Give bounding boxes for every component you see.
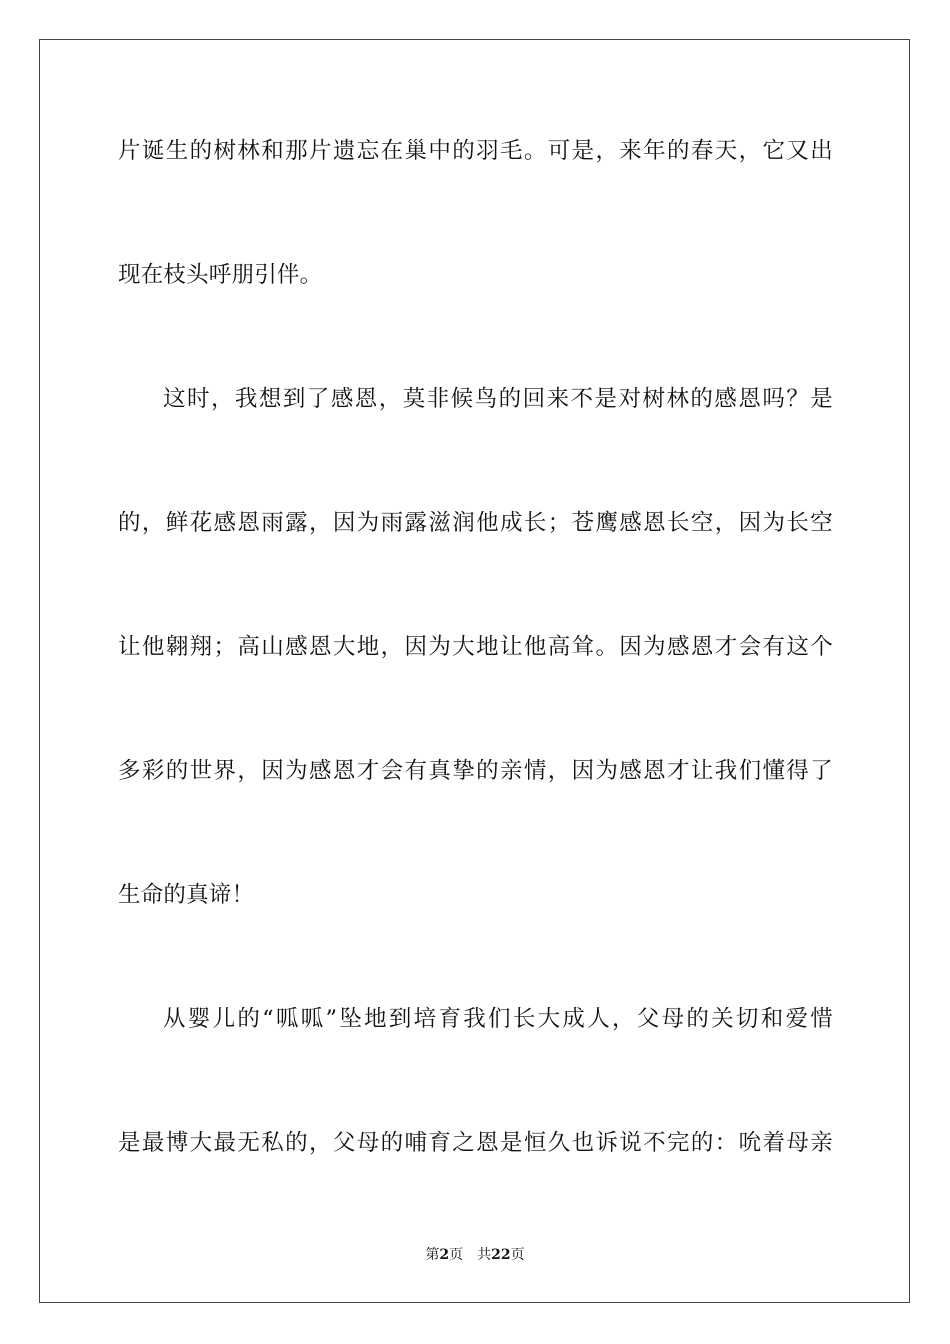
text-line: 生命的真谛！ [118,882,255,908]
total-pages: 22 [491,1247,511,1263]
total-suffix: 页 [510,1247,525,1263]
page-prefix: 第 [425,1247,440,1263]
text-line: 让他翱翔；高山感恩大地，因为大地让他高耸。因为感恩才会有这个 [118,634,833,660]
page-frame [39,39,910,1303]
text-line: 是最博大最无私的，父母的哺育之恩是恒久也诉说不完的：吮着母亲 [118,1130,833,1156]
page-suffix: 页 [449,1247,464,1263]
page-footer [0,1246,950,1264]
total-prefix: 共 [477,1247,492,1263]
paragraph-start-line: 这时，我想到了感恩，莫非候鸟的回来不是对树林的感恩吗？是 [163,386,833,412]
paragraph-start-line: 从婴儿的“呱呱”坠地到培育我们长大成人，父母的关切和爱惜 [163,1006,833,1032]
text-line: 片诞生的树林和那片遗忘在巢中的羽毛。可是，来年的春天，它又出 [118,138,833,164]
text-line: 现在枝头呼朋引伴。 [118,262,323,288]
page-number: 2 [439,1247,450,1263]
text-line: 多彩的世界，因为感恩才会有真挚的亲情，因为感恩才让我们懂得了 [118,758,833,784]
text-line: 的，鲜花感恩雨露，因为雨露滋润他成长；苍鹰感恩长空，因为长空 [118,510,833,536]
